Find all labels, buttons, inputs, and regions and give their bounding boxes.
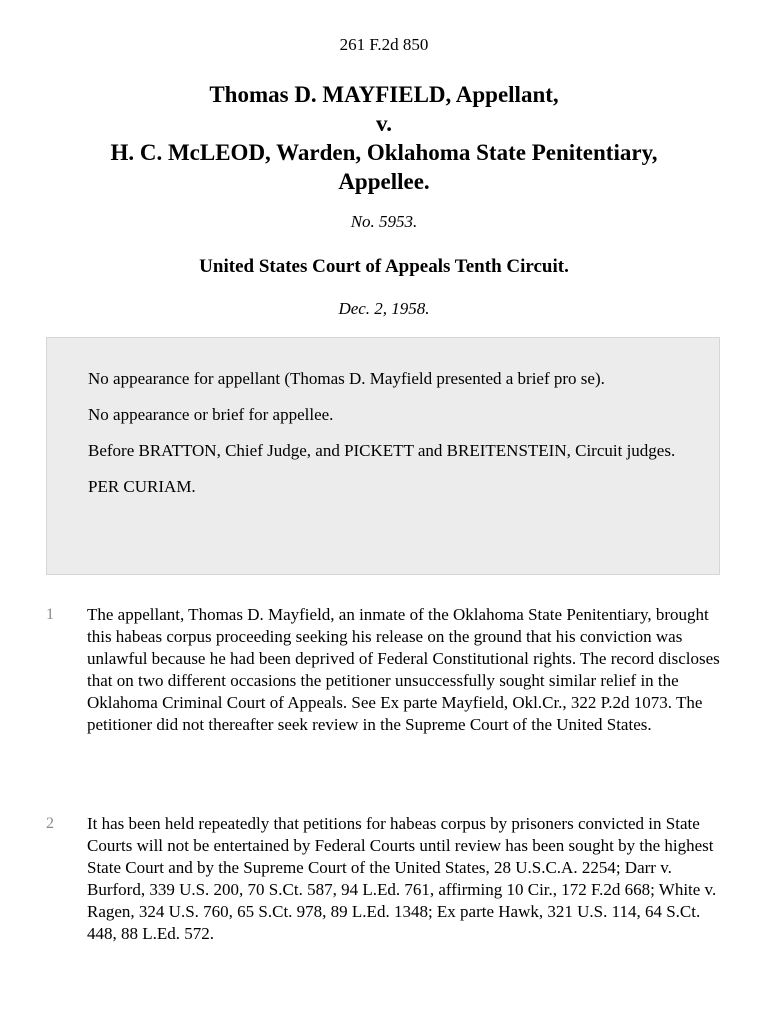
caption-appellant: Thomas D. MAYFIELD, Appellant, [209,82,559,107]
case-citation: 261 F.2d 850 [339,35,429,54]
case-caption [0,80,768,196]
caption-appellee: H. C. McLEOD, Warden, Oklahoma State Penitentiary, [110,140,658,165]
paragraph-text: The appellant, Thomas D. Mayfield, an inmate of the Oklahoma State Penitentiary, brought this habeas corpus proceeding seeking his release on the ground that his conviction was unlawful because he had been deprived of Federal Constitutional rights. The record discloses that on two different occasions the petitioner unsuccessfully sought similar relief in the Oklahoma Criminal Court of Appeals. See Ex parte Mayfield, Okl.Cr., 322 P.2d 1073. The petitioner did not thereafter seek review in the Supreme Court of the United States. [87,605,720,734]
per-curiam: PER CURIAM. [88,477,196,496]
docket-number: No. 5953. [350,212,418,231]
counsel-appellant: No appearance for appellant (Thomas D. Mayfield presented a brief pro se). [88,369,605,388]
paragraph-text: It has been held repeatedly that petitions for habeas corpus by prisoners convicted in State Courts will not be entertained by Federal Courts until review has been sought by the highest State Court and by the Supreme Court of the United States, 28 U.S.C.A. 2254; Darr v. Burford, 339 U.S. 200, 70 S.Ct. 587, 94 L.Ed. 761, affirming 10 Cir., 172 F.2d 668; White v. Ragen, 324 U.S. 760, 65 S.Ct. 978, 89 L.Ed. 1348; Ex parte Hawk, 321 U.S. 114, 64 S.Ct. 448, 88 L.Ed. 572. [87,814,717,943]
decision-date: Dec. 2, 1958. [338,299,430,318]
court-name: United States Court of Appeals Tenth Circuit. [199,256,569,277]
caption-appellee-role: Appellee. [338,169,430,194]
judges-panel: Before BRATTON, Chief Judge, and PICKETT and BREITENSTEIN, Circuit judges. [88,441,676,460]
counsel-appellee: No appearance or brief for appellee. [88,405,334,424]
paragraph-number: 1 [46,606,54,623]
caption-versus: v. [376,111,392,136]
preliminary-box [46,337,720,575]
paragraph-number: 2 [46,815,54,832]
